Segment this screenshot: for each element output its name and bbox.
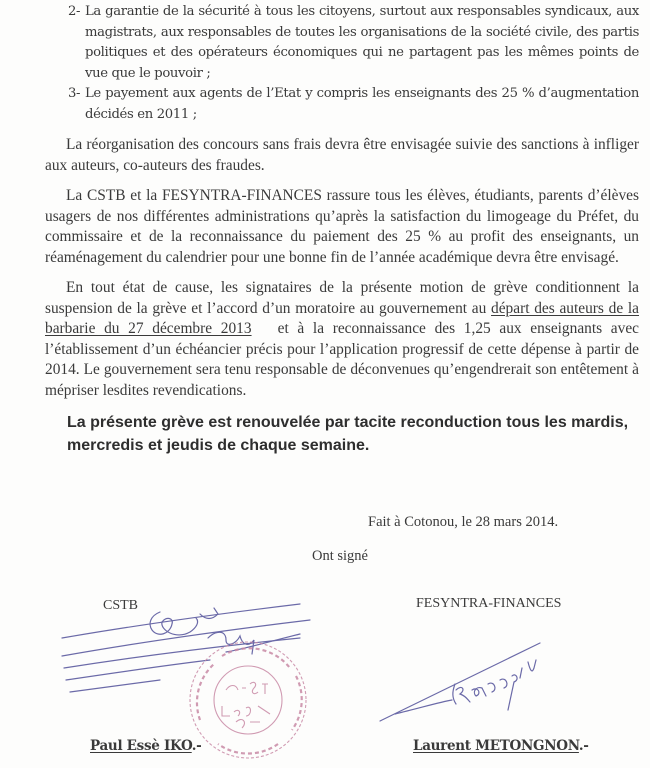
place-and-date: Fait à Cotonou, le 28 mars 2014. (368, 514, 559, 530)
paragraph-conditions (45, 278, 643, 401)
signatory-name-laurent-metongnon: Laurent METONGNON (413, 738, 579, 754)
conditions-text-start: En tout état de cause, les signataires de la présente motion de grève conditionnent la suspension de la grève et l’accord d’un moratoire au gouvernement au (45, 279, 639, 317)
signatory-name-left (90, 738, 201, 754)
name-suffix: .- (578, 738, 589, 754)
signed-label: Ont signé (312, 548, 368, 564)
list-number: 2- (68, 4, 81, 19)
signatory-name-right (413, 738, 589, 754)
cstb-stamp-image (190, 642, 306, 758)
signatory-name-paul-esse-iko: Paul Essè IKO (90, 738, 192, 754)
name-suffix: .- (191, 738, 202, 754)
paragraph-reassurance: La CSTB et la FESYNTRA-FINANCES rassure tous les élèves, étudiants, parents d’élèves usagers de nos différentes administrations qu’après la satisfaction du limogeage du Préfet, du commissaire et de la reconnaissance du paiement des 25 % au profit des enseignants, un réaménagement du calendrier pour une bonne fin de l’année académique devra être envisagé. (45, 187, 639, 266)
signature-left-image (62, 604, 310, 692)
paragraph-reorganisation: La réorganisation des concours sans frais devra être envisagée suivie des sanctions à infliger aux auteurs, co-auteurs des fraudes. (45, 136, 639, 174)
list-text: La garantie de la sécurité à tous les citoyens, surtout aux responsables syndicaux, aux magistrats, aux responsables de toutes les organisations de la société civile, des partis politiques et des opérateurs économiques qui ne partagent pas les mêmes points de vue que le pouvoir ; (85, 4, 639, 81)
document-body (45, 2, 643, 457)
list-text: Le payement aux agents de l’Etat y compris les enseignants des 25 % d’augmentation décidés en 2011 ; (85, 86, 639, 122)
conditions-underlined-text: départ des auteurs de la barbarie du 27 décembre 2013 (45, 299, 639, 337)
signature-right-image (380, 643, 540, 721)
signatory-organization-fesyntra: FESYNTRA-FINANCES (416, 596, 562, 611)
conditions-text-end: et à la reconnaissance des 1,25 aux enseignants avec l’établissement d’un échéancier précis pour l’application progressif de cette dépense à partir de 2014. Le gouvernement sera tenu responsable de déconvenues qu’engendrerait son entêtement à mépriser lesdites revendications. (45, 320, 643, 399)
list-number: 3- (68, 86, 81, 101)
demands-list (68, 2, 639, 125)
signatory-organization-cstb: CSTB (103, 598, 139, 613)
list-item-2 (68, 2, 639, 84)
strike-renewal-notice: La présente grève est renouvelée par tacite reconduction tous les mardis, mercredis et jeudis de chaque semaine. (67, 414, 629, 454)
list-item-3 (68, 84, 639, 125)
